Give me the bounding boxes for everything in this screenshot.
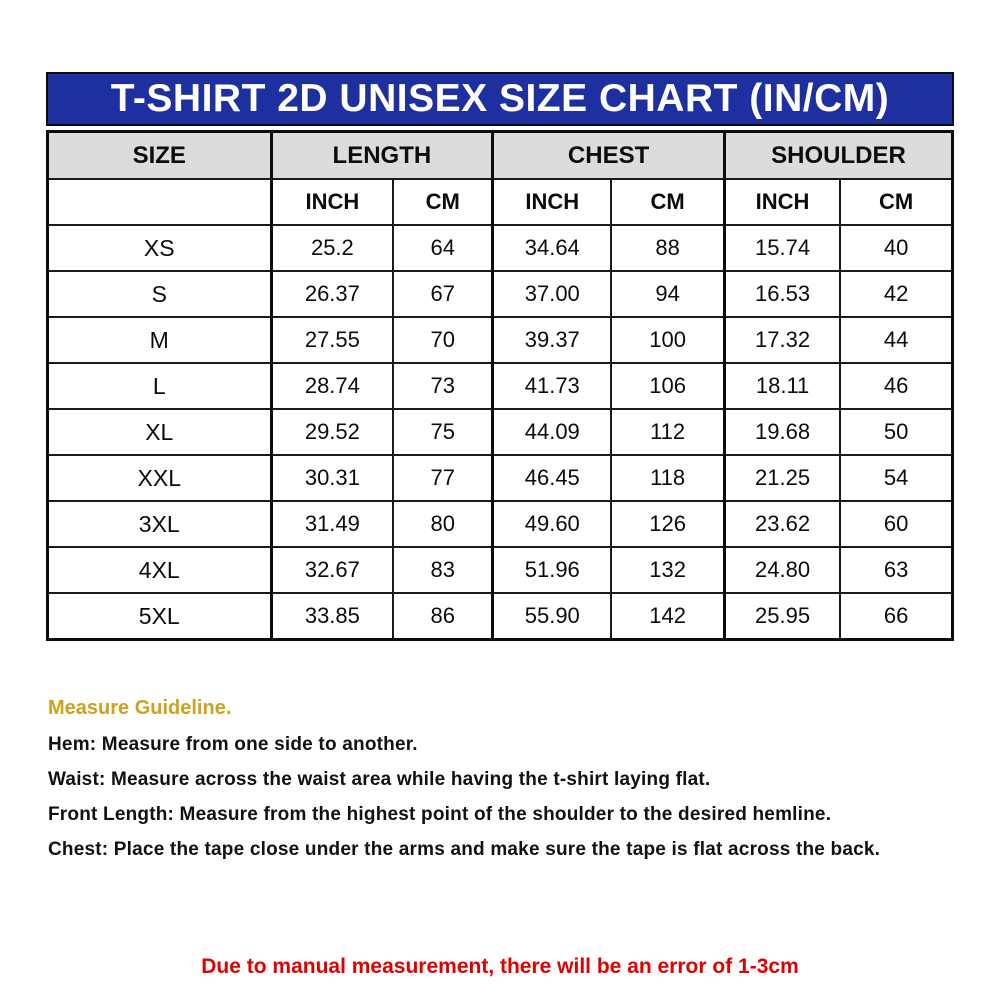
guideline-item-chest xyxy=(48,839,954,861)
shoulder-inch-value: 25.95 xyxy=(724,593,840,640)
shoulder-inch-value: 16.53 xyxy=(724,271,840,317)
size-label: XS xyxy=(48,225,272,271)
chest-inch-value: 49.60 xyxy=(493,501,612,547)
chest-inch-value: 34.64 xyxy=(493,225,612,271)
length-cm-value: 80 xyxy=(393,501,493,547)
guideline-item-hem xyxy=(48,734,954,756)
guideline-label: Front Length xyxy=(48,804,168,825)
chest-cm-value: 142 xyxy=(611,593,724,640)
chest-cm-value: 88 xyxy=(611,225,724,271)
chest-inch-value: 46.45 xyxy=(493,455,612,501)
guideline-item-front-length xyxy=(48,804,954,826)
shoulder-inch-value: 18.11 xyxy=(724,363,840,409)
length-inch-value: 29.52 xyxy=(271,409,393,455)
column-header-shoulder: SHOULDER xyxy=(724,132,952,180)
length-inch-value: 32.67 xyxy=(271,547,393,593)
shoulder-cm-value: 46 xyxy=(840,363,952,409)
size-label: S xyxy=(48,271,272,317)
length-cm-value: 70 xyxy=(393,317,493,363)
size-label: 5XL xyxy=(48,593,272,640)
table-row-l xyxy=(48,363,953,409)
length-inch-value: 33.85 xyxy=(271,593,393,640)
shoulder-cm-value: 66 xyxy=(840,593,952,640)
chest-cm-value: 118 xyxy=(611,455,724,501)
unit-header-chest-cm: CM xyxy=(611,179,724,225)
guideline-label: Chest xyxy=(48,839,102,860)
shoulder-inch-value: 15.74 xyxy=(724,225,840,271)
length-inch-value: 25.2 xyxy=(271,225,393,271)
chest-cm-value: 112 xyxy=(611,409,724,455)
measure-guideline-section xyxy=(48,697,954,861)
chest-cm-value: 100 xyxy=(611,317,724,363)
size-chart-table xyxy=(46,130,954,641)
guideline-label: Hem xyxy=(48,734,90,755)
guideline-text: : Measure across the waist area while having the t-shirt laying flat. xyxy=(98,769,711,790)
length-cm-value: 77 xyxy=(393,455,493,501)
shoulder-inch-value: 23.62 xyxy=(724,501,840,547)
length-inch-value: 26.37 xyxy=(271,271,393,317)
unit-header-length-inch: INCH xyxy=(271,179,393,225)
unit-header-length-cm: CM xyxy=(393,179,493,225)
size-label: L xyxy=(48,363,272,409)
shoulder-cm-value: 63 xyxy=(840,547,952,593)
shoulder-inch-value: 17.32 xyxy=(724,317,840,363)
length-cm-value: 73 xyxy=(393,363,493,409)
chest-inch-value: 41.73 xyxy=(493,363,612,409)
unit-header-shoulder-inch: INCH xyxy=(724,179,840,225)
shoulder-inch-value: 21.25 xyxy=(724,455,840,501)
chest-inch-value: 44.09 xyxy=(493,409,612,455)
size-chart-sheet xyxy=(46,0,954,861)
measurement-error-note: Due to manual measurement, there will be an error of 1-3cm xyxy=(201,955,799,978)
size-label: XXL xyxy=(48,455,272,501)
title-band xyxy=(46,72,954,126)
unit-header-chest-inch: INCH xyxy=(493,179,612,225)
shoulder-cm-value: 54 xyxy=(840,455,952,501)
guideline-text: : Measure from one side to another. xyxy=(89,734,418,755)
chest-cm-value: 106 xyxy=(611,363,724,409)
table-row-5xl xyxy=(48,593,953,640)
guideline-label: Waist xyxy=(48,769,99,790)
size-label: M xyxy=(48,317,272,363)
table-row-3xl xyxy=(48,501,953,547)
guideline-title: Measure Guideline. xyxy=(48,697,232,719)
table-row-4xl xyxy=(48,547,953,593)
chest-inch-value: 55.90 xyxy=(493,593,612,640)
size-label: 3XL xyxy=(48,501,272,547)
table-row-xl xyxy=(48,409,953,455)
length-cm-value: 86 xyxy=(393,593,493,640)
chest-cm-value: 132 xyxy=(611,547,724,593)
shoulder-cm-value: 50 xyxy=(840,409,952,455)
table-row-m xyxy=(48,317,953,363)
chest-inch-value: 39.37 xyxy=(493,317,612,363)
column-header-chest: CHEST xyxy=(493,132,725,180)
length-cm-value: 67 xyxy=(393,271,493,317)
unit-header-shoulder-cm: CM xyxy=(840,179,952,225)
length-inch-value: 27.55 xyxy=(271,317,393,363)
chest-cm-value: 126 xyxy=(611,501,724,547)
shoulder-inch-value: 19.68 xyxy=(724,409,840,455)
shoulder-cm-value: 60 xyxy=(840,501,952,547)
guideline-text: : Measure from the highest point of the shoulder to the desired hemline. xyxy=(167,804,832,825)
guideline-text: : Place the tape close under the arms and make sure the tape is flat across the back. xyxy=(101,839,881,860)
unit-header-row xyxy=(48,179,953,225)
size-label: 4XL xyxy=(48,547,272,593)
chest-cm-value: 94 xyxy=(611,271,724,317)
table-row-xs xyxy=(48,225,953,271)
length-cm-value: 64 xyxy=(393,225,493,271)
length-inch-value: 28.74 xyxy=(271,363,393,409)
table-row-xxl xyxy=(48,455,953,501)
column-header-length: LENGTH xyxy=(271,132,493,180)
group-header-row xyxy=(48,132,953,180)
guideline-item-waist xyxy=(48,769,954,791)
length-cm-value: 83 xyxy=(393,547,493,593)
chest-inch-value: 51.96 xyxy=(493,547,612,593)
length-inch-value: 30.31 xyxy=(271,455,393,501)
length-inch-value: 31.49 xyxy=(271,501,393,547)
shoulder-cm-value: 40 xyxy=(840,225,952,271)
table-row-s xyxy=(48,271,953,317)
shoulder-cm-value: 44 xyxy=(840,317,952,363)
size-label: XL xyxy=(48,409,272,455)
unit-header-empty xyxy=(48,179,272,225)
column-header-size: SIZE xyxy=(48,132,272,180)
page-title: T-SHIRT 2D UNISEX SIZE CHART (IN/CM) xyxy=(110,77,890,120)
chest-inch-value: 37.00 xyxy=(493,271,612,317)
shoulder-inch-value: 24.80 xyxy=(724,547,840,593)
shoulder-cm-value: 42 xyxy=(840,271,952,317)
length-cm-value: 75 xyxy=(393,409,493,455)
